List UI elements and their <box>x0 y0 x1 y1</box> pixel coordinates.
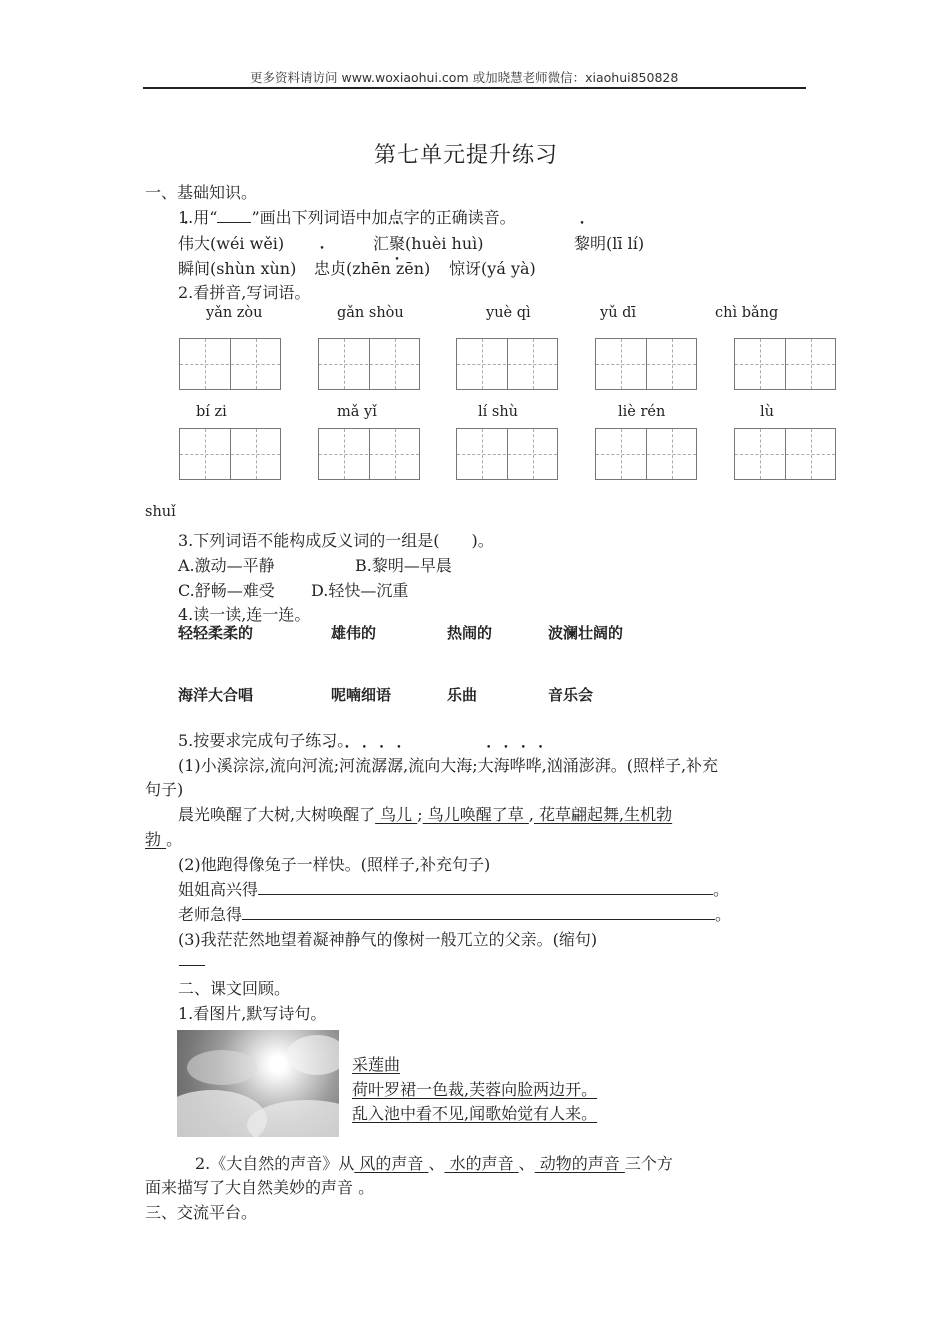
q5-instruction: 5.按要求完成句子练习。 <box>178 731 354 750</box>
writing-grid[interactable] <box>179 428 281 480</box>
page-header: 更多资料请访问 www.woxiaohui.com 或加晓慧老师微信：xiaohui850828 <box>250 70 679 85</box>
q3-option-d[interactable]: D.轻快—沉重 <box>311 581 409 600</box>
match-item-bottom[interactable]: 海洋大合唱 <box>178 686 254 704</box>
poem-line: 乱入池中看不见,闻歌始觉有人来。 <box>352 1104 598 1123</box>
poem-line: 荷叶罗裙一色裁,芙蓉向脸两边开。 <box>352 1080 598 1099</box>
q1-word-weida: 伟大(wéi wěi) <box>178 234 285 253</box>
emphasis-dots: •••• <box>486 743 556 753</box>
s2-q1-instruction: 1.看图片,默写诗句。 <box>178 1004 327 1023</box>
match-item-bottom[interactable]: 呢喃细语 <box>331 686 392 704</box>
q3-option-b[interactable]: B.黎明—早晨 <box>355 556 452 575</box>
pinyin-label: shuǐ <box>145 504 176 520</box>
pinyin-label: gǎn shòu <box>337 305 404 321</box>
pinyin-label: yuè qì <box>486 305 531 321</box>
pinyin-label: yǔ dī <box>600 305 637 321</box>
writing-grid[interactable] <box>456 338 558 390</box>
page-title: 第七单元提升练习 <box>374 143 559 168</box>
match-item-top[interactable]: 波澜壮阔的 <box>548 624 624 642</box>
writing-grid[interactable] <box>734 338 836 390</box>
pinyin-label: lí shù <box>478 404 519 420</box>
q1-word-shunjian: 瞬间(shùn xùn) <box>178 259 297 278</box>
q5-answer-line1: 晨光唤醒了大树,大树唤醒了 鸟儿 ; 鸟儿唤醒了草 , 花草翩起舞,生机勃 <box>178 805 673 824</box>
writing-grid[interactable] <box>595 338 697 390</box>
pinyin-label: mǎ yǐ <box>337 404 377 420</box>
q5-answer-line2: 勃 。 <box>145 830 183 849</box>
q5-sentence3: (3)我茫茫然地望着凝神静气的像树一般兀立的父亲。(缩句) <box>178 930 598 949</box>
q3-question: 3.下列词语不能构成反义词的一组是( )。 <box>178 531 494 550</box>
pinyin-label: lù <box>760 404 774 420</box>
section3-heading: 三、交流平台。 <box>145 1203 258 1222</box>
match-item-bottom[interactable]: 音乐会 <box>548 686 594 704</box>
writing-grid[interactable] <box>456 428 558 480</box>
match-item-top[interactable]: 热闹的 <box>447 624 493 642</box>
answer-fill[interactable]: 勃 <box>145 830 167 849</box>
header-rule <box>143 87 806 89</box>
match-item-top[interactable]: 雄伟的 <box>331 624 377 642</box>
section1-heading: 一、基础知识。 <box>145 183 258 202</box>
answer-blank[interactable] <box>242 903 715 920</box>
q1-word-zhongzhen: 忠贞(zhēn zēn) <box>314 259 431 278</box>
match-item-top[interactable]: 轻轻柔柔的 <box>178 624 254 642</box>
sky-cloud-image <box>177 1030 339 1137</box>
s2-q2-line1: 2.《大自然的声音》从 风的声音 、 水的声音 、 动物的声音 三个方 <box>195 1154 673 1173</box>
q5-sentence1-cont: 句子) <box>145 780 184 799</box>
q5-sentence1: (1)小溪淙淙,流向河流;河流潺潺,流向大海;大海哗哗,汹涌澎湃。(照样子,补充 <box>178 756 719 775</box>
section2-heading: 二、课文回顾。 <box>178 979 291 998</box>
answer-fill[interactable]: 花草翩起舞,生机勃 <box>533 805 673 824</box>
answer-fill[interactable]: 风的声音 <box>354 1154 429 1173</box>
q5-fill-jiejie: 姐姐高兴得 。 <box>178 880 730 899</box>
underline-sample <box>217 206 251 223</box>
q1-word-huiju: 汇聚(huèi huì) <box>373 234 484 253</box>
poem-title: 采莲曲 <box>352 1055 401 1074</box>
answer-fill[interactable]: 鸟儿 <box>375 805 418 824</box>
s2-q2-line2: 面来描写了大自然美妙的声音 。 <box>145 1178 375 1197</box>
match-item-bottom[interactable]: 乐曲 <box>447 686 478 704</box>
writing-grid[interactable] <box>318 338 420 390</box>
writing-grid[interactable] <box>595 428 697 480</box>
answer-blank[interactable] <box>258 878 713 895</box>
pinyin-label: liè rén <box>618 404 666 420</box>
writing-grid[interactable] <box>318 428 420 480</box>
q1-word-jingya: 惊讶(yá yà) <box>449 259 536 278</box>
q4-instruction: 4.读一读,连一连。 <box>178 605 311 624</box>
pinyin-label: chì bǎng <box>715 305 779 321</box>
writing-grid[interactable] <box>179 338 281 390</box>
q1-instruction: 1.用“ ”画出下列词语中加点字的正确读音。 <box>178 208 516 227</box>
answer-blank[interactable] <box>179 965 205 966</box>
pinyin-label: bí zi <box>196 404 227 420</box>
q1-word-liming: 黎明(lī lí) <box>574 234 645 253</box>
q3-option-c[interactable]: C.舒畅—难受 <box>178 581 275 600</box>
q2-instruction: 2.看拼音,写词语。 <box>178 283 311 302</box>
emphasis-dots: ••••• <box>327 743 414 753</box>
answer-fill[interactable]: 水的声音 <box>444 1154 519 1173</box>
answer-fill[interactable]: 动物的声音 <box>534 1154 625 1173</box>
writing-grid[interactable] <box>734 428 836 480</box>
pinyin-label: yǎn zòu <box>206 305 263 321</box>
q5-sentence2: (2)他跑得像兔子一样快。(照样子,补充句子) <box>178 855 491 874</box>
q5-fill-laoshi: 老师急得 。 <box>178 905 732 924</box>
q3-option-a[interactable]: A.激动—平静 <box>178 556 275 575</box>
answer-fill[interactable]: 鸟儿唤醒了草 <box>422 805 529 824</box>
